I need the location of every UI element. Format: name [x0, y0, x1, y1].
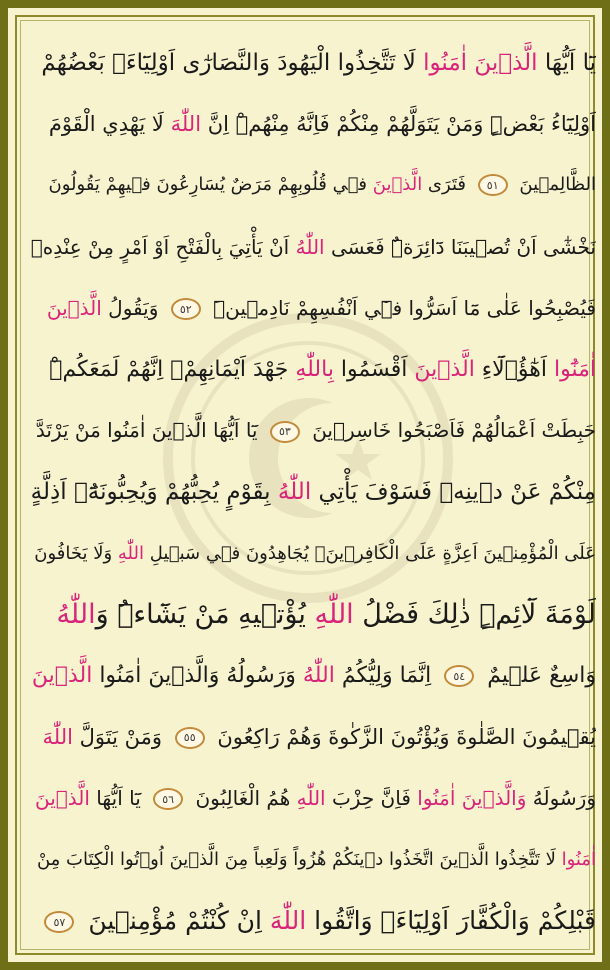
highlighted-word: اللّٰهَ — [269, 906, 307, 936]
verse-text: اَوْلِيَٓاءُ بَعْضٍۜ وَمَنْ يَتَوَلَّهُمْ مِنْكُمْ فَاِنَّهُ مِنْهُمْۜ اِنَّ — [201, 111, 596, 136]
text-line — [30, 829, 596, 890]
ayah-end-marker-icon: ٥٢ — [171, 298, 201, 320]
verse-text: فَتَرَى — [422, 174, 472, 196]
ayah-end-marker-icon: ٥١ — [478, 174, 508, 196]
highlighted-word: اٰمَنُوا — [561, 849, 596, 870]
text-line-content — [36, 418, 596, 443]
text-line — [30, 277, 596, 338]
ayah-end-marker-icon: ٥٣ — [270, 421, 300, 443]
text-line — [30, 32, 596, 93]
text-line-content — [47, 296, 596, 321]
highlighted-word: اٰمَنُٓوا — [553, 356, 596, 382]
text-line — [30, 155, 596, 216]
text-line — [30, 645, 596, 706]
highlighted-word: الَّذ۪ينَ اٰمَنُوا — [423, 49, 538, 76]
verse-text: لَا تَتَّخِذُوا الَّذ۪ينَ اتَّخَذُوا د۪ينَكُمْ هُزُواً وَلَعِباً مِنَ الَّذ۪ينَ اُو۫تُوا الْكِتَابَ مِنْ — [36, 849, 562, 870]
text-line-content — [31, 235, 596, 259]
verse-text: فَاِنَّ حِزْبَ — [325, 785, 418, 810]
highlighted-word: اللّٰهِ — [296, 785, 326, 810]
highlighted-word: الَّذ۪ينَ — [414, 356, 475, 382]
verse-text: يَٓا اَيُّهَا — [537, 49, 596, 76]
text-line — [30, 768, 596, 829]
highlighted-word: اللّٰهِ — [314, 598, 354, 630]
text-line-content — [31, 479, 596, 505]
text-line-content — [37, 849, 596, 870]
verse-text: اَنْ يَأْتِيَ بِالْفَتْحِ اَوْ اَمْرٍ مِنْ عِنْدِه۪ — [30, 234, 296, 259]
highlighted-word: الَّذ۪ينَ — [35, 785, 90, 810]
text-line-content — [34, 543, 596, 564]
verse-text: وَيَقُولُ — [101, 295, 165, 320]
verse-text: وَرَسُولُهُ وَالَّذ۪ينَ اٰمَنُوا — [92, 663, 303, 689]
highlighted-word: اللّٰهَ — [170, 111, 202, 136]
text-line-content — [32, 663, 596, 688]
verse-text: فَيُصْبِحُوا عَلٰى مَٓا اَسَرُّوا ف۪ٓي اَنْفُسِهِمْ نَادِم۪ينَۜ — [206, 295, 596, 320]
highlighted-word: اللّٰهُ — [277, 478, 312, 505]
verse-text: ف۪ي قُلُوبِهِمْ مَرَضٌ يُسَارِعُونَ ف۪يهِمْ يَقُولُونَ — [48, 174, 373, 196]
ayah-end-marker-icon: ٥٥ — [175, 727, 205, 749]
verse-text: لَا يَهْدِي الْقَوْمَ — [48, 111, 171, 136]
verse-text: يَٓا اَيُّهَا الَّذ۪ينَ اٰمَنُوا مَنْ يَرْتَدَّ — [35, 418, 264, 443]
verse-text: لَوْمَةَ لَٓائِمٍۜ ذٰلِكَ فَضْلُ — [353, 598, 596, 630]
verse-text: لَا تَتَّخِذُوا الْيَهُودَ وَالنَّصَارٰٓى اَوْلِيَٓاءَۢ بَعْضُهُمْ — [41, 49, 424, 76]
text-line-content — [49, 357, 596, 382]
text-line-content — [38, 906, 596, 935]
highlighted-word: اللّٰهَ — [42, 724, 73, 749]
verse-text: اَقْسَمُوا — [333, 356, 415, 382]
verse-text: حَبِطَتْ اَعْمَالُهُمْ فَاَصْبَحُوا خَاسِر۪ينَ — [305, 418, 596, 443]
text-line-content — [43, 725, 596, 749]
ayah-end-marker-icon: ٥٦ — [153, 788, 183, 810]
verse-text: الظَّالِم۪ينَ — [513, 174, 596, 196]
verse-text: وَلَا يَخَافُونَ — [34, 542, 118, 564]
verse-text: هُمُ الْغَالِبُونَ — [189, 785, 297, 810]
text-line — [30, 584, 596, 645]
verse-text: وَمَنْ يَتَوَلَّ — [72, 724, 169, 749]
text-line-content — [41, 50, 596, 76]
highlighted-word: بِاللّٰهِ — [295, 356, 334, 382]
verse-text: يُؤْت۪يهِ مَنْ يَشَٓاءُۜ وَ — [95, 598, 315, 630]
verse-text: يُق۪يمُونَ الصَّلٰوةَ وَيُؤْتُونَ الزَّكٰوةَ وَهُمْ رَاكِعُونَ — [210, 724, 596, 749]
text-line — [30, 890, 596, 951]
highlighted-word: اللّٰهُ — [295, 234, 325, 259]
text-line — [30, 93, 596, 154]
text-line — [30, 216, 596, 277]
highlighted-word: الَّذ۪ينَ — [46, 295, 102, 320]
verse-text: مِنْكُمْ عَنْ د۪ينِه۪ فَسَوْفَ يَأْتِي — [311, 478, 596, 505]
text-line — [30, 706, 596, 767]
verse-text: وَرَسُولَهُ — [526, 785, 596, 810]
text-line — [30, 338, 596, 399]
highlighted-word: الَّذ۪ينَ — [31, 663, 93, 689]
text-line — [30, 522, 596, 583]
highlighted-word: اللّٰهِ — [117, 542, 144, 564]
ayah-end-marker-icon: ٥٧ — [44, 911, 74, 933]
verse-text: جَهْدَ اَيْمَانِهِمْۙ اِنَّهُمْ لَمَعَكُمْۜ — [49, 356, 296, 382]
highlighted-word: الَّذ۪ينَ — [372, 174, 423, 196]
verse-text: بِقَوْمٍ يُحِبُّهُمْ وَيُحِبُّونَهُٓۙ اَذِلَّةٍ — [30, 478, 278, 505]
text-line-content — [48, 174, 596, 196]
text-line — [30, 400, 596, 461]
text-line — [30, 461, 596, 522]
verse-text: وَاسِعٌ عَل۪يمٌ — [480, 663, 596, 689]
verse-text: اِنَّمَا وَلِيُّكُمُ — [334, 663, 439, 689]
highlighted-word: وَالَّذ۪ينَ اٰمَنُوا — [417, 785, 527, 810]
verse-text: اِنْ كُنْتُمْ مُؤْمِن۪ينَ — [80, 906, 270, 936]
verse-text: عَلَى الْمُؤْمِن۪ينَ اَعِزَّةٍ عَلَى الْكَافِر۪ينَۘ يُجَاهِدُونَ ف۪ي سَب۪يلِ — [144, 542, 596, 564]
verse-text: قَبْلِكُمْ وَالْكُفَّارَ اَوْلِيَٓاءَۚ وَاتَّقُوا — [306, 906, 596, 936]
highlighted-word: اللّٰهُ — [56, 598, 96, 630]
verse-text: نَخْشٰٓى اَنْ تُص۪يبَنَا دَٓائِرَةٌۜ فَعَسَى — [324, 234, 596, 259]
verse-text: يَٓا اَيُّهَا — [89, 785, 148, 810]
ayah-end-marker-icon: ٥٤ — [444, 665, 474, 687]
highlighted-word: اللّٰهُ — [302, 663, 335, 689]
text-line-content — [56, 599, 596, 630]
arabic-text-block — [30, 32, 596, 952]
verse-text: اَهٰٓؤُ۬لَٓاءِ — [474, 356, 554, 382]
text-line-content — [49, 112, 596, 136]
text-line-content — [35, 786, 596, 811]
